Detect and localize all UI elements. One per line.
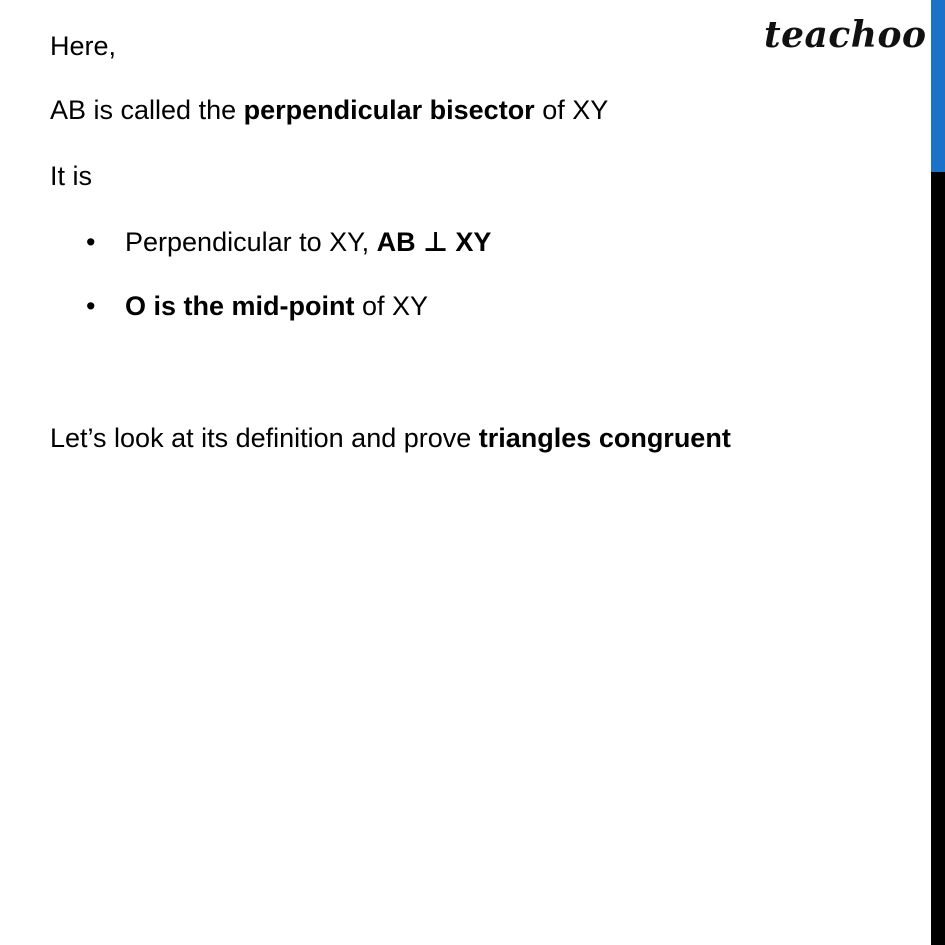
definition-line — [50, 94, 608, 126]
bullet-item-1-bold: AB ⊥ XY — [376, 227, 492, 257]
bullet-marker-1: • — [86, 227, 96, 257]
bullet-item-2-bold: O is the mid-point — [125, 291, 355, 321]
it-is-line: It is — [50, 161, 93, 191]
teachoo-logo: teachoo — [764, 14, 927, 56]
bullet-item-2-suffix: of XY — [354, 291, 429, 321]
closing-line-prefix: Let’s look at its definition and prove — [50, 423, 479, 453]
bullet-item-2 — [125, 290, 428, 322]
closing-line — [50, 422, 731, 454]
bullet-marker-2: • — [86, 291, 96, 321]
intro-line: Here, — [50, 31, 117, 61]
definition-line-suffix: of XY — [534, 95, 609, 125]
definition-line-bold: perpendicular bisector — [243, 95, 535, 125]
bullet-item-1 — [125, 226, 491, 258]
bullet-item-1-prefix: Perpendicular to XY, — [125, 227, 377, 257]
definition-line-prefix: AB is called the — [50, 95, 244, 125]
right-side-bar-accent — [931, 0, 945, 172]
closing-line-bold: triangles congruent — [478, 423, 731, 453]
